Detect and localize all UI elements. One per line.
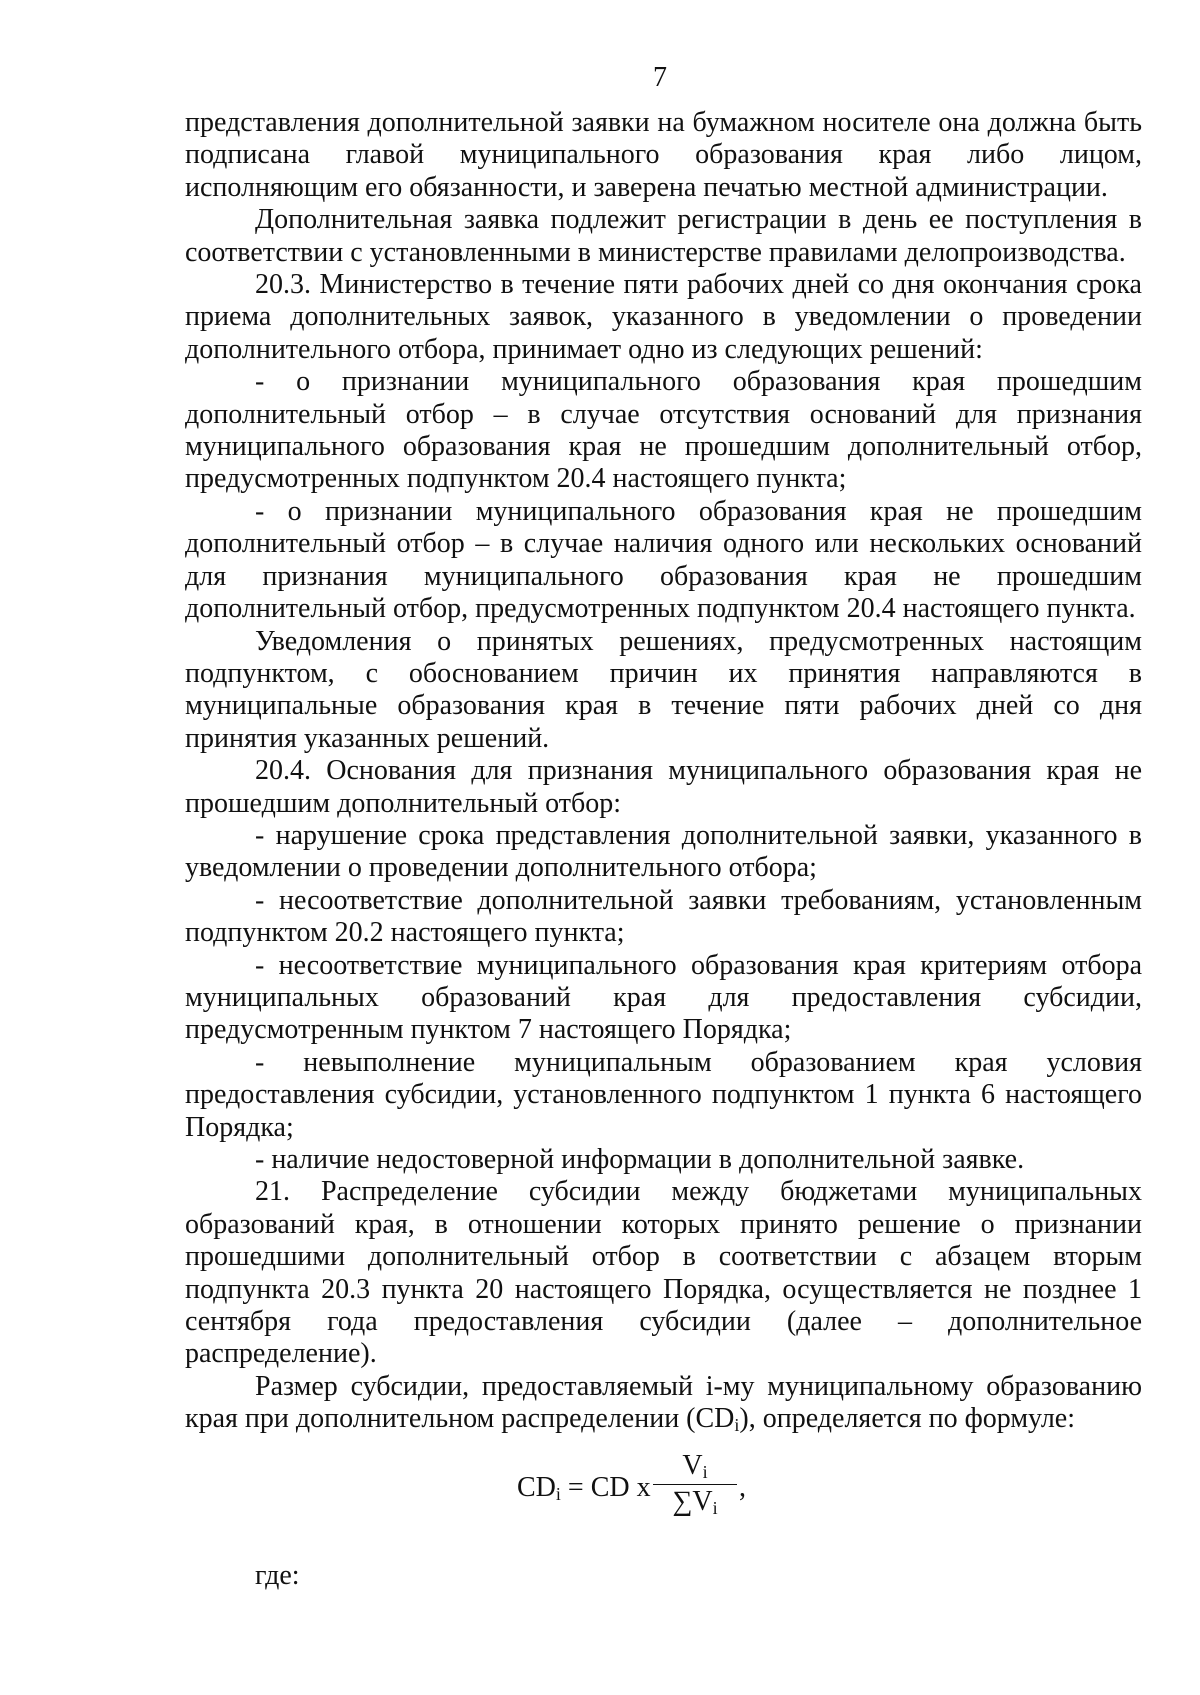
paragraph-registration: Дополнительная заявка подлежит регистрации в день ее поступления в соответствии с установленными в министерстве правилами делопроизводства.	[185, 204, 1142, 268]
formula-lhs: $CD_i$ = CD x	[517, 1471, 651, 1504]
formula	[185, 1450, 1142, 1530]
paragraph-subsidy-size	[185, 1371, 1142, 1436]
list-item-passed: - о признании муниципального образования края прошедшим дополнительный отбор – в случае отсутствия оснований для признания муниципального образования края не прошедшим дополнительный отбор, предусмотренных подпунктом 20.4 настоящего пункта;	[185, 366, 1142, 495]
subsidy-size-text-before: Размер субсидии, предоставляемый i-му муниципальному образованию края при дополнительном распределении (CD	[185, 1370, 1142, 1435]
list-item-criteria-mismatch: - несоответствие муниципального образования края критериям отбора муниципальных образований края для предоставления субсидии, предусмотренным пунктом 7 настоящего Порядка;	[185, 949, 1142, 1046]
subsidy-size-subscript: i	[734, 1415, 740, 1436]
list-item-false-information: - наличие недостоверной информации в дополнительной заявке.	[255, 1144, 1025, 1175]
paragraph-20-4: 20.4. Основания для признания муниципального образования края не прошедшим дополнительный отбор:	[185, 755, 1142, 819]
list-item-deadline-violation: - нарушение срока представления дополнительной заявки, указанного в уведомлении о проведении дополнительного отбора;	[185, 819, 1142, 884]
list-item-condition-failure: - невыполнение муниципальным образованием края условия предоставления субсидии, установленного подпунктом 1 пункта 6 настоящего Порядка;	[185, 1046, 1142, 1143]
where-label: где:	[255, 1559, 300, 1591]
document-body	[185, 107, 1142, 1592]
paragraph-notifications: Уведомления о принятых решениях, предусмотренных настоящим подпунктом, с обоснованием причин их принятия направляются в муниципальные образования края в течение пяти рабочих дней со дня принятия указанных решений.	[185, 625, 1142, 754]
list-item-not-passed: - о признании муниципального образования края не прошедшим дополнительный отбор – в случае наличия одного или нескольких оснований для признания муниципального образования края не прошедшим дополнительный отбор, предусмотренных подпунктом 20.4 настоящего пункта.	[185, 495, 1142, 625]
formula-numerator: $V_i$	[682, 1449, 708, 1482]
formula-denominator: $\sum V_i$	[653, 1484, 737, 1518]
formula-fraction	[653, 1450, 737, 1518]
formula-comma: ,	[739, 1471, 746, 1503]
list-item-application-mismatch: - несоответствие дополнительной заявки требованиям, установленным подпунктом 20.2 настоящего пункта;	[185, 884, 1142, 949]
page-number: 7	[653, 62, 667, 93]
paragraph-continuation: представления дополнительной заявки на бумажном носителе она должна быть подписана главой муниципального образования края либо лицом, исполняющим его обязанности, и заверена печатью местной администрации.	[185, 107, 1142, 203]
paragraph-20-3: 20.3. Министерство в течение пяти рабочих дней со дня окончания срока приема дополнительных заявок, указанного в уведомлении о проведении дополнительного отбора, принимает одно из следующих решений:	[185, 269, 1142, 365]
subsidy-size-text-after: ), определяется по формуле:	[739, 1403, 1075, 1435]
paragraph-21: 21. Распределение субсидии между бюджетами муниципальных образований края, в отношении которых принято решение о признании прошедшими дополнительный отбор в соответствии с абзацем вторым подпункта 20.3 пункта 20 настоящего Порядка, осуществляется не позднее 1 сентября года предоставления субсидии (далее – дополнительное распределение).	[185, 1176, 1142, 1370]
